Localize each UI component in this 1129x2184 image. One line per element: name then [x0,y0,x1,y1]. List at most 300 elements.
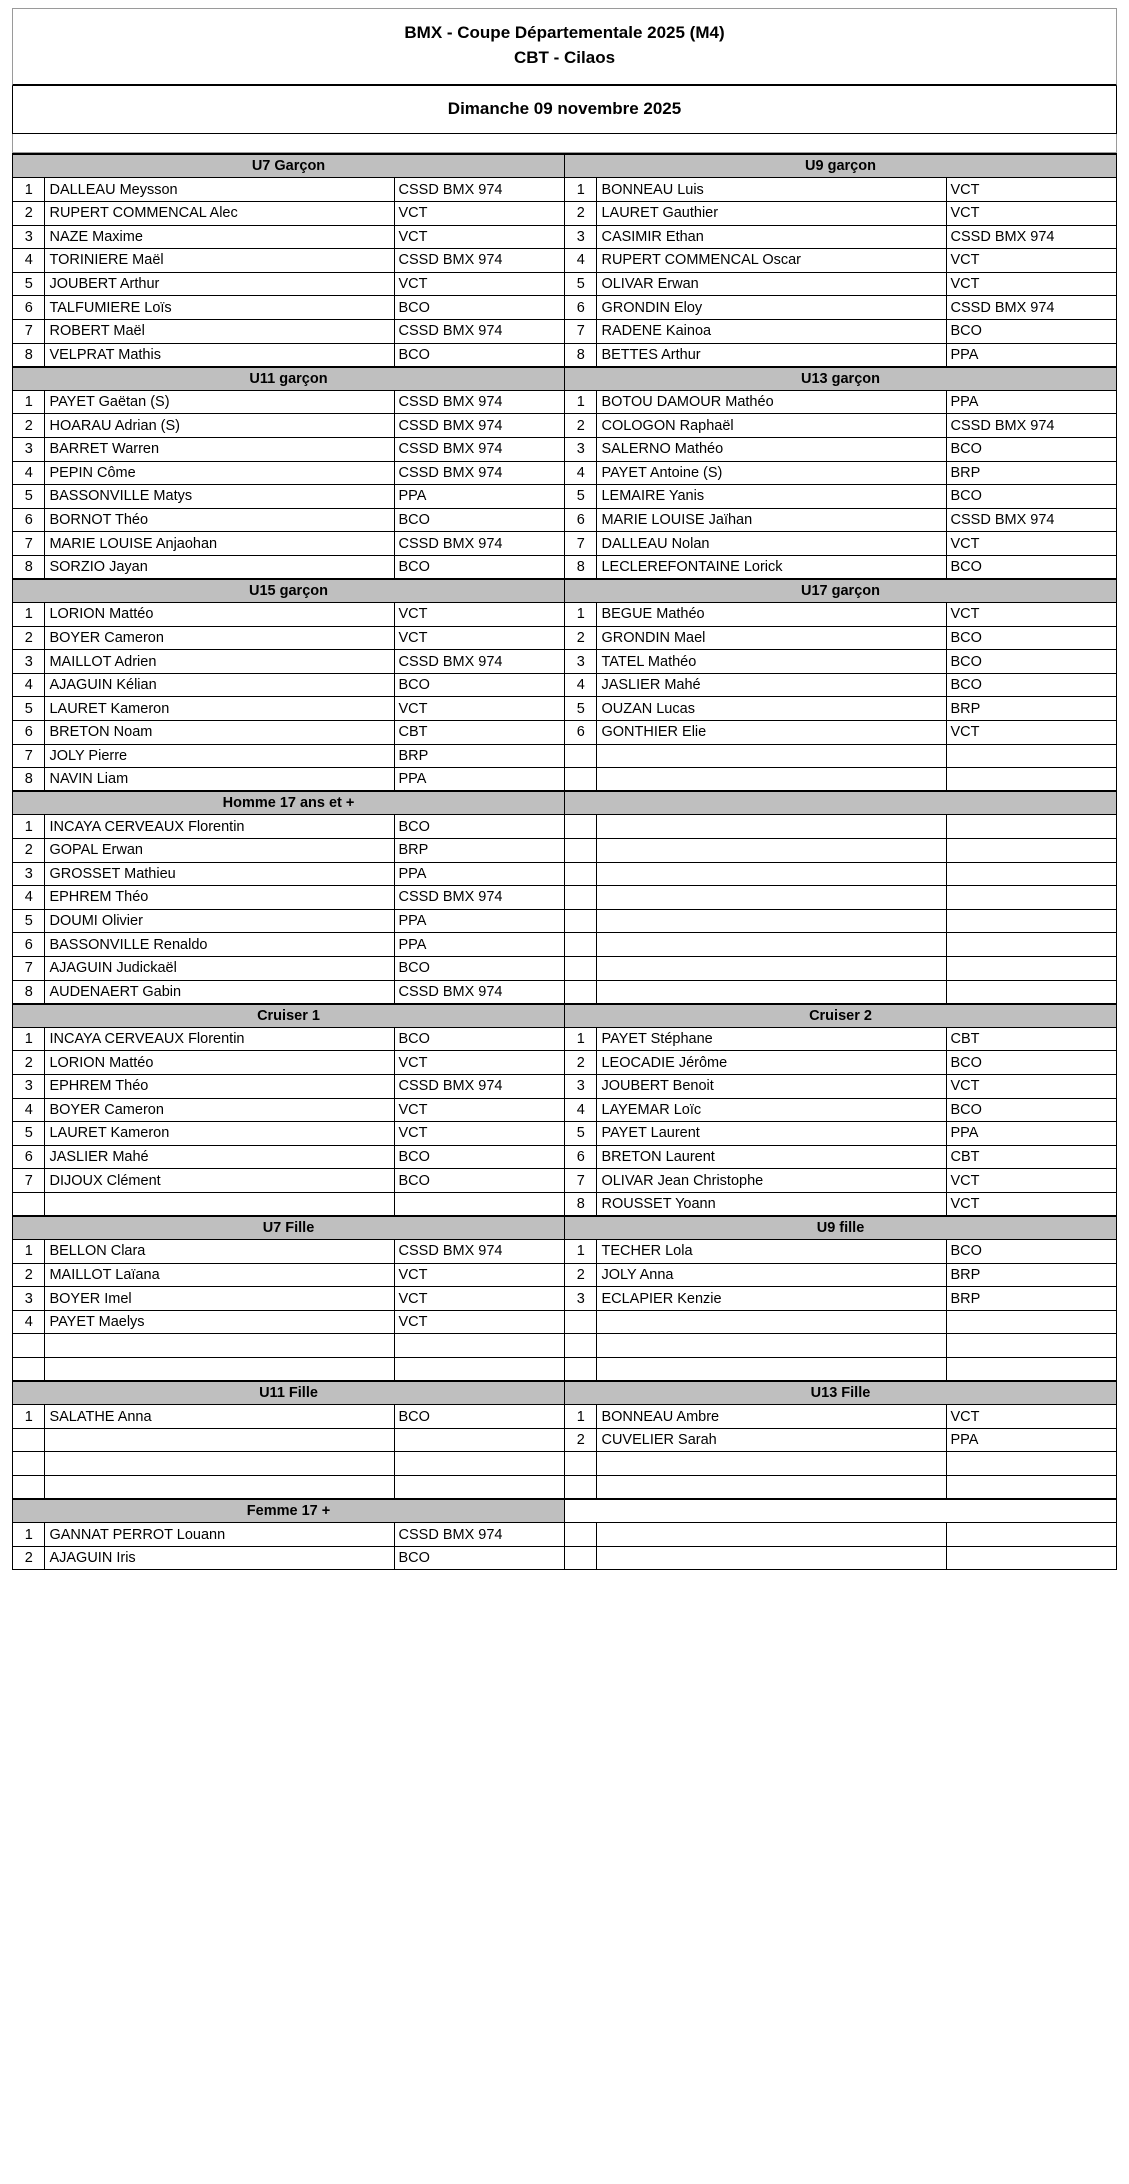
rider-rank-right: 4 [565,673,597,697]
rider-club-right: BRP [946,1287,1117,1311]
rider-rank-right: 7 [565,532,597,556]
rider-name-right: COLOGON Raphaël [597,414,946,438]
rider-row [13,1546,1117,1570]
rider-name-left: GANNAT PERROT Louann [45,1523,394,1547]
rider-rank-left: 2 [13,414,45,438]
category-header-left: U11 Fille [13,1381,565,1405]
rider-row [13,768,1117,792]
category-header-right: U9 fille [565,1216,1117,1240]
rider-club-right [946,1452,1117,1476]
rider-rank-left: 3 [13,650,45,674]
rider-name-left: LORION Mattéo [45,1051,394,1075]
rider-name-right: OUZAN Lucas [597,697,946,721]
rider-rank-right: 4 [565,249,597,273]
rider-name-right: LECLEREFONTAINE Lorick [597,555,946,579]
rider-club-right [946,1334,1117,1358]
rider-rank-left: 6 [13,933,45,957]
rider-name-right [597,1310,946,1334]
rider-name-right [597,1546,946,1570]
rider-club-left: VCT [394,201,565,225]
rider-row [13,296,1117,320]
rider-name-left [45,1476,394,1500]
rider-row [13,862,1117,886]
rider-rank-left: 4 [13,1098,45,1122]
rider-rank-right: 1 [565,1027,597,1051]
rider-name-right: TATEL Mathéo [597,650,946,674]
rider-row [13,461,1117,485]
rider-club-left: BCO [394,1027,565,1051]
rider-rank-right: 5 [565,272,597,296]
rider-name-left: BELLON Clara [45,1240,394,1264]
rider-rank-left: 1 [13,390,45,414]
category-header-row [13,367,1117,391]
rider-row [13,414,1117,438]
rider-row [13,1428,1117,1452]
rider-club-right: BCO [946,437,1117,461]
rider-rank-right: 8 [565,1192,597,1216]
rider-club-right: BCO [946,673,1117,697]
rider-club-left: CSSD BMX 974 [394,414,565,438]
rider-rank-right: 3 [565,1074,597,1098]
rider-rank-left: 5 [13,1122,45,1146]
rider-name-left: DALLEAU Meysson [45,178,394,202]
rider-club-left: CSSD BMX 974 [394,390,565,414]
rider-club-left: VCT [394,1287,565,1311]
rider-rank-left: 5 [13,909,45,933]
rider-name-left: BARRET Warren [45,437,394,461]
rider-club-left: BCO [394,956,565,980]
rider-name-left: DIJOUX Clément [45,1169,394,1193]
rider-name-left: NAVIN Liam [45,768,394,792]
rider-row [13,650,1117,674]
rider-club-left: PPA [394,862,565,886]
rider-row [13,1405,1117,1429]
rider-club-left: VCT [394,1098,565,1122]
rider-club-right: CBT [946,1027,1117,1051]
rider-row [13,178,1117,202]
event-title-line-2: CBT - Cilaos [513,47,616,67]
rider-name-right [597,1523,946,1547]
rider-name-right [597,886,946,910]
rider-row [13,1263,1117,1287]
rider-name-right: LEOCADIE Jérôme [597,1051,946,1075]
rider-row [13,1145,1117,1169]
rider-rank-left: 3 [13,225,45,249]
rider-club-right [946,1310,1117,1334]
rider-row [13,1310,1117,1334]
event-title-block [12,8,1117,86]
rider-rank-left: 8 [13,555,45,579]
rider-name-left: RUPERT COMMENCAL Alec [45,201,394,225]
rider-rank-left: 2 [13,1051,45,1075]
rider-name-right: BRETON Laurent [597,1145,946,1169]
rider-name-left: PAYET Maelys [45,1310,394,1334]
rider-club-right: VCT [946,249,1117,273]
rider-name-right [597,839,946,863]
rider-row [13,225,1117,249]
rider-rank-right: 3 [565,1287,597,1311]
rider-rank-right [565,1546,597,1570]
rider-name-right [597,956,946,980]
rider-rank-left: 8 [13,980,45,1004]
rider-row [13,839,1117,863]
rider-name-left: GROSSET Mathieu [45,862,394,886]
rider-name-left: VELPRAT Mathis [45,343,394,367]
rider-rank-right [565,862,597,886]
rider-row [13,815,1117,839]
rider-rank-right: 7 [565,1169,597,1193]
rider-club-right: PPA [946,390,1117,414]
rider-name-left: DOUMI Olivier [45,909,394,933]
category-header-right [565,1499,1117,1523]
rider-rank-left: 1 [13,178,45,202]
rider-club-left: PPA [394,768,565,792]
rider-row [13,626,1117,650]
rider-club-right [946,744,1117,768]
rider-rank-left [13,1358,45,1382]
category-header-left: U11 garçon [13,367,565,391]
rider-rank-left: 3 [13,1287,45,1311]
rider-name-left: INCAYA CERVEAUX Florentin [45,1027,394,1051]
rider-club-right: CSSD BMX 974 [946,225,1117,249]
rider-club-left: PPA [394,909,565,933]
rider-name-left: AUDENAERT Gabin [45,980,394,1004]
rider-club-left: VCT [394,1310,565,1334]
rider-club-right: PPA [946,1428,1117,1452]
rider-row [13,532,1117,556]
rider-club-left: VCT [394,1122,565,1146]
rider-club-left: BRP [394,839,565,863]
rider-rank-right: 1 [565,390,597,414]
category-header-left: Homme 17 ans et + [13,791,565,815]
rider-rank-left: 2 [13,201,45,225]
rider-row [13,343,1117,367]
rider-rank-left: 3 [13,862,45,886]
rider-rank-left: 6 [13,296,45,320]
category-header-left: U7 Garçon [13,154,565,178]
rider-rank-left: 5 [13,485,45,509]
rider-rank-right: 3 [565,650,597,674]
rider-name-left: JOUBERT Arthur [45,272,394,296]
rider-rank-right: 5 [565,1122,597,1146]
rider-row [13,721,1117,745]
rider-rank-left: 8 [13,768,45,792]
rider-club-right: BRP [946,1263,1117,1287]
rider-name-left: JASLIER Mahé [45,1145,394,1169]
rider-club-right [946,862,1117,886]
rider-club-right [946,909,1117,933]
rider-name-left: MARIE LOUISE Anjaohan [45,532,394,556]
rider-rank-left: 1 [13,603,45,627]
rider-name-right: CASIMIR Ethan [597,225,946,249]
rider-club-left: CSSD BMX 974 [394,886,565,910]
rider-club-right: PPA [946,1122,1117,1146]
rider-row [13,886,1117,910]
rider-rank-left: 2 [13,1546,45,1570]
rider-rank-left: 7 [13,956,45,980]
rider-name-left: LAURET Kameron [45,697,394,721]
rider-name-left [45,1358,394,1382]
rider-name-right [597,1358,946,1382]
rider-name-left: ROBERT Maël [45,319,394,343]
rider-club-right: BRP [946,461,1117,485]
category-header-right: U13 Fille [565,1381,1117,1405]
rider-club-right: VCT [946,532,1117,556]
category-header-right: U13 garçon [565,367,1117,391]
rider-club-left: VCT [394,603,565,627]
rider-name-left [45,1334,394,1358]
category-header-row [13,791,1117,815]
rider-club-left: CSSD BMX 974 [394,532,565,556]
category-header-left: Cruiser 1 [13,1004,565,1028]
rider-club-right: CSSD BMX 974 [946,508,1117,532]
rider-club-left: CSSD BMX 974 [394,319,565,343]
rider-club-right: VCT [946,1405,1117,1429]
rider-club-left [394,1334,565,1358]
rider-club-right [946,1523,1117,1547]
rider-row [13,201,1117,225]
rider-club-right: BCO [946,1051,1117,1075]
category-header-right: U9 garçon [565,154,1117,178]
rider-rank-right [565,768,597,792]
category-header-right: U17 garçon [565,579,1117,603]
rider-name-right: BONNEAU Luis [597,178,946,202]
rider-row [13,1240,1117,1264]
rider-name-right: RADENE Kainoa [597,319,946,343]
rider-name-right: CUVELIER Sarah [597,1428,946,1452]
rider-name-right: BOTOU DAMOUR Mathéo [597,390,946,414]
rider-rank-right [565,933,597,957]
rider-rank-right: 3 [565,437,597,461]
rider-club-left: CSSD BMX 974 [394,178,565,202]
rider-rank-left: 8 [13,343,45,367]
rider-rank-right: 1 [565,178,597,202]
rider-name-left [45,1428,394,1452]
rider-club-right: BCO [946,626,1117,650]
rider-club-left: VCT [394,225,565,249]
rider-rank-left: 4 [13,249,45,273]
category-header-left: U15 garçon [13,579,565,603]
rider-rank-right [565,839,597,863]
rider-row [13,249,1117,273]
rider-row [13,1523,1117,1547]
rider-row [13,1476,1117,1500]
rider-rank-left: 7 [13,1169,45,1193]
rider-name-right [597,909,946,933]
rider-rank-left: 5 [13,697,45,721]
rider-name-right: LAYEMAR Loïc [597,1098,946,1122]
rider-name-right: ROUSSET Yoann [597,1192,946,1216]
rider-rank-left: 7 [13,532,45,556]
rider-club-right [946,886,1117,910]
rider-rank-left [13,1428,45,1452]
rider-club-right: BCO [946,319,1117,343]
rider-club-left: BCO [394,1145,565,1169]
rider-club-left: CSSD BMX 974 [394,461,565,485]
rider-club-left: BCO [394,815,565,839]
rider-club-right: BCO [946,1098,1117,1122]
spacer-row [12,134,1117,153]
rider-rank-right: 6 [565,508,597,532]
event-title-line-1: BMX - Coupe Départementale 2025 (M4) [404,23,725,42]
rider-rank-right [565,1523,597,1547]
rider-rank-right [565,886,597,910]
rider-name-left: EPHREM Théo [45,886,394,910]
rider-club-right: BCO [946,650,1117,674]
rider-rank-right [565,956,597,980]
rider-name-right: GONTHIER Elie [597,721,946,745]
rider-rank-left: 4 [13,673,45,697]
rider-row [13,956,1117,980]
rider-name-left: MAILLOT Laïana [45,1263,394,1287]
rider-row [13,744,1117,768]
rider-rank-left: 2 [13,839,45,863]
rider-name-left: GOPAL Erwan [45,839,394,863]
rider-name-right [597,744,946,768]
rider-name-right: BETTES Arthur [597,343,946,367]
rider-club-right: VCT [946,178,1117,202]
category-header-row [13,1381,1117,1405]
rider-name-left: SALATHE Anna [45,1405,394,1429]
rider-rank-right [565,1310,597,1334]
rider-rank-right: 6 [565,296,597,320]
rider-club-left [394,1476,565,1500]
rider-name-left: BASSONVILLE Renaldo [45,933,394,957]
rider-name-right [597,933,946,957]
rider-rank-right: 1 [565,1240,597,1264]
category-header-row [13,1499,1117,1523]
rider-rank-right [565,909,597,933]
rider-club-left: PPA [394,485,565,509]
rider-name-right [597,980,946,1004]
rider-row [13,1287,1117,1311]
rider-rank-left [13,1192,45,1216]
rider-club-right: PPA [946,343,1117,367]
rider-name-right [597,815,946,839]
rider-name-right: JOUBERT Benoit [597,1074,946,1098]
rider-rank-right: 2 [565,414,597,438]
rider-club-left: BCO [394,1169,565,1193]
rider-club-right [946,1358,1117,1382]
rider-club-left: CSSD BMX 974 [394,1240,565,1264]
rider-name-right: SALERNO Mathéo [597,437,946,461]
rider-name-left [45,1192,394,1216]
rider-rank-right [565,1452,597,1476]
rider-rank-right: 3 [565,225,597,249]
rider-rank-right: 6 [565,1145,597,1169]
rider-rank-right: 6 [565,721,597,745]
rider-rank-left [13,1452,45,1476]
rider-row [13,1074,1117,1098]
rider-rank-right: 8 [565,343,597,367]
rider-rank-left: 5 [13,272,45,296]
event-date-block [12,86,1117,134]
rider-row [13,437,1117,461]
category-header-right [565,791,1117,815]
rider-club-left: BCO [394,508,565,532]
rider-club-left: PPA [394,933,565,957]
rider-club-left: CSSD BMX 974 [394,980,565,1004]
rider-name-left: SORZIO Jayan [45,555,394,579]
rider-name-right: MARIE LOUISE Jaïhan [597,508,946,532]
rider-rank-left: 1 [13,1027,45,1051]
rider-club-right: BRP [946,697,1117,721]
rider-club-left: BRP [394,744,565,768]
rider-rank-right: 5 [565,697,597,721]
rider-club-left: VCT [394,697,565,721]
rider-name-left: BASSONVILLE Matys [45,485,394,509]
rider-rank-right: 8 [565,555,597,579]
rider-name-left: NAZE Maxime [45,225,394,249]
category-header-left: U7 Fille [13,1216,565,1240]
rider-name-left: LORION Mattéo [45,603,394,627]
rider-row [13,909,1117,933]
rider-rank-right: 1 [565,603,597,627]
rider-name-right: LAURET Gauthier [597,201,946,225]
rider-club-right [946,956,1117,980]
rider-club-right: VCT [946,721,1117,745]
rider-rank-left: 6 [13,721,45,745]
rider-row [13,1051,1117,1075]
rider-rank-right: 2 [565,1263,597,1287]
rider-club-right: CSSD BMX 974 [946,414,1117,438]
rider-name-left: PEPIN Côme [45,461,394,485]
rider-name-right [597,1452,946,1476]
rider-rank-right: 4 [565,461,597,485]
rider-name-right: PAYET Laurent [597,1122,946,1146]
category-header-right: Cruiser 2 [565,1004,1117,1028]
rider-rank-right: 2 [565,201,597,225]
rider-row [13,1169,1117,1193]
rider-club-right: VCT [946,272,1117,296]
rider-name-left: AJAGUIN Kélian [45,673,394,697]
rider-name-left: HOARAU Adrian (S) [45,414,394,438]
rider-club-right [946,815,1117,839]
rider-name-right: TECHER Lola [597,1240,946,1264]
rider-rank-left: 2 [13,1263,45,1287]
rider-club-right: CBT [946,1145,1117,1169]
rider-club-right: VCT [946,1169,1117,1193]
rider-club-right: BCO [946,485,1117,509]
rider-club-left: BCO [394,296,565,320]
rider-name-left: BOYER Imel [45,1287,394,1311]
rider-club-left [394,1192,565,1216]
rider-name-left: MAILLOT Adrien [45,650,394,674]
rider-rank-left [13,1334,45,1358]
rider-rank-right: 2 [565,626,597,650]
rider-club-left: BCO [394,555,565,579]
rider-name-right: JASLIER Mahé [597,673,946,697]
rider-club-right: VCT [946,1074,1117,1098]
category-header-row [13,1004,1117,1028]
rider-name-right: GRONDIN Eloy [597,296,946,320]
category-header-left: Femme 17 + [13,1499,565,1523]
rider-rank-right: 5 [565,485,597,509]
rider-name-right: LEMAIRE Yanis [597,485,946,509]
rider-name-right: PAYET Antoine (S) [597,461,946,485]
rider-name-left: TALFUMIERE Loïs [45,296,394,320]
rider-rank-left: 6 [13,1145,45,1169]
rider-rank-left: 7 [13,319,45,343]
rider-row [13,1452,1117,1476]
rider-row [13,673,1117,697]
rider-rank-right [565,1334,597,1358]
rider-club-right [946,768,1117,792]
rider-row [13,555,1117,579]
rider-club-left: CSSD BMX 974 [394,249,565,273]
rider-name-right: BEGUE Mathéo [597,603,946,627]
rider-row [13,485,1117,509]
